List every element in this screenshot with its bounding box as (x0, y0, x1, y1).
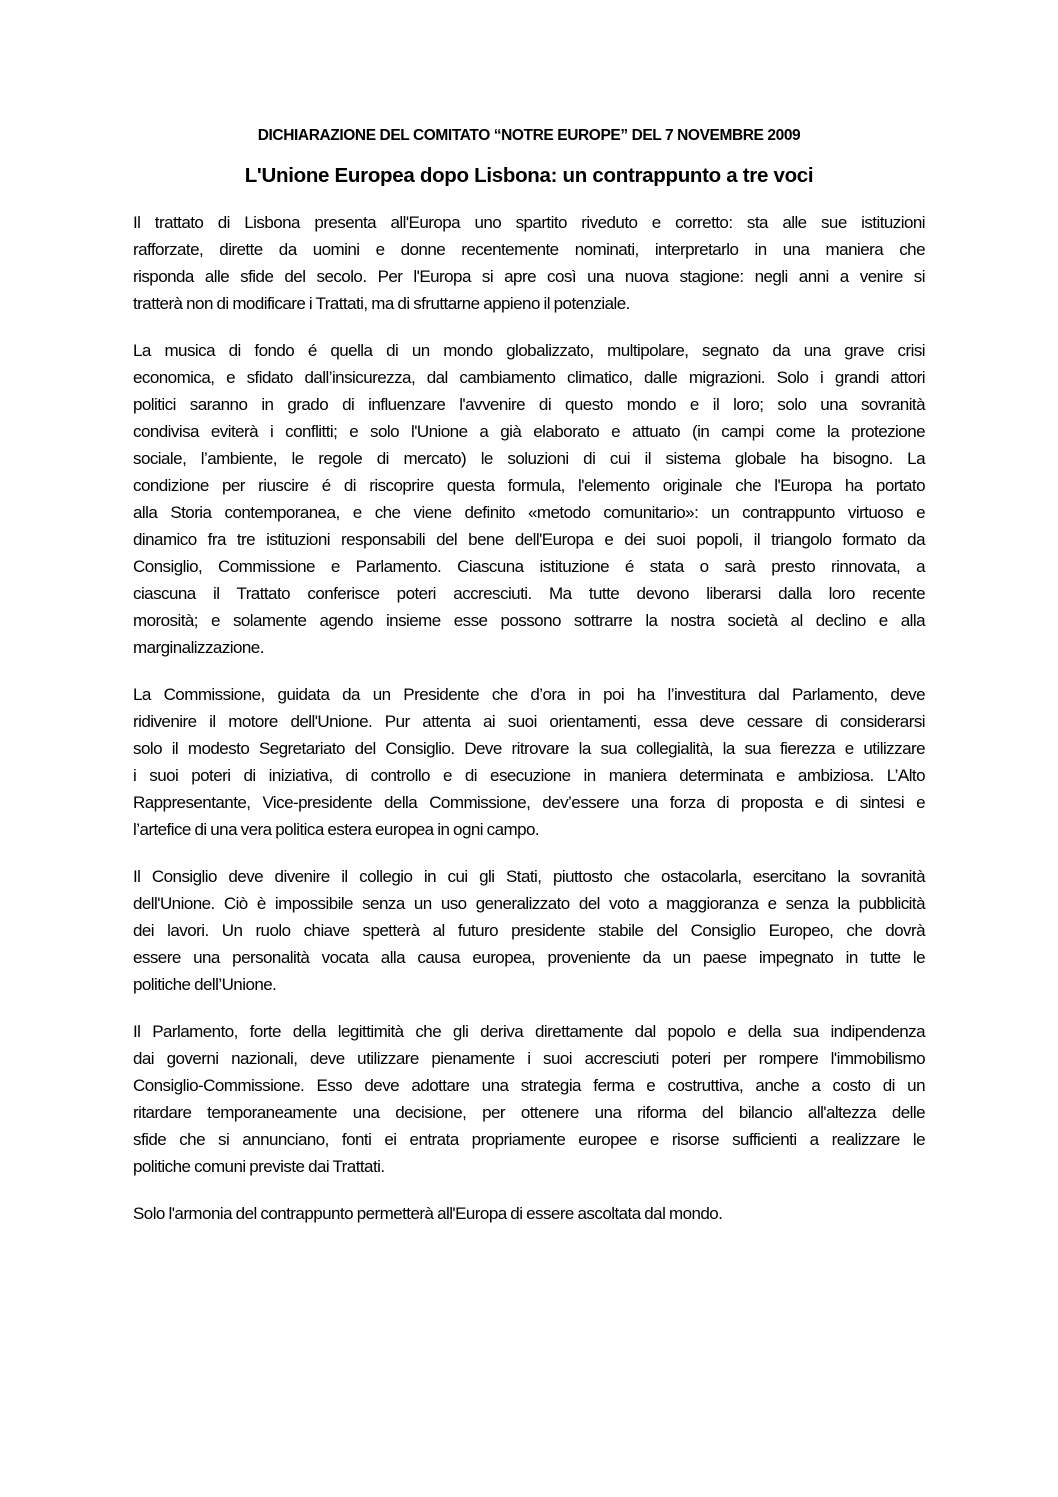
paragraph-context (133, 337, 925, 661)
text-line: condivisa eviterà i conflitti; e solo l'Unione a già elaborato e attuato (in campi come la protezione (133, 422, 925, 441)
text-line: La musica di fondo é quella di un mondo globalizzato, multipolare, segnato da una grave crisi (133, 341, 925, 360)
document-heading: DICHIARAZIONE DEL COMITATO “NOTRE EUROPE” DEL 7 NOVEMBRE 2009 (257, 127, 801, 144)
text-line: Consiglio-Commissione. Esso deve adottare una strategia ferma e costruttiva, anche a costo di un (133, 1076, 925, 1095)
text-line: Consiglio, Commissione e Parlamento. Ciascuna istituzione é stata o sarà presto rinnovata, a (133, 557, 925, 576)
text-line: tratterà non di modificare i Trattati, ma di sfruttarne appieno il potenziale. (133, 294, 630, 313)
text-line: ritardare temporaneamente una decisione, per ottenere una riforma del bilancio all'altezza delle (133, 1103, 925, 1122)
paragraph-consiglio (133, 863, 925, 998)
text-line: Rappresentante, Vice-presidente della Commissione, dev’essere una forza di proposta e di sintesi e (133, 793, 925, 812)
text-line: politici saranno in grado di influenzare l'avvenire di questo mondo e il loro; solo una sovranità (133, 395, 925, 414)
paragraph-commissione (133, 681, 925, 843)
text-line: solo il modesto Segretariato del Consiglio. Deve ritrovare la sua collegialità, la sua fierezza e utilizzare (133, 739, 925, 758)
text-line: Il Parlamento, forte della legittimità che gli deriva direttamente dal popolo e della sua indipendenza (133, 1022, 925, 1041)
text-line: essere una personalità vocata alla causa europea, proveniente da un paese impegnato in tutte le (133, 948, 925, 967)
text-line: i suoi poteri di iniziativa, di controllo e di esecuzione in maniera determinata e ambiziosa. L’Alto (133, 766, 925, 785)
text-line: l’artefice di una vera politica estera europea in ogni campo. (133, 820, 540, 839)
text-line: ciascuna il Trattato conferisce poteri accresciuti. Ma tutte devono liberarsi dalla loro recente (133, 584, 925, 603)
text-line: risponda alle sfide del secolo. Per l'Europa si apre così una nuova stagione: negli anni a venire si (133, 267, 925, 286)
document-page (133, 126, 925, 1227)
text-line: dell'Unione. Ciò è impossibile senza un uso generalizzato del voto a maggioranza e senza la pubblicità (133, 894, 925, 913)
text-line: politiche comuni previste dai Trattati. (133, 1157, 385, 1176)
text-line: rafforzate, dirette da uomini e donne recentemente nominati, interpretarlo in una maniera che (133, 240, 925, 259)
text-line: dei lavori. Un ruolo chiave spetterà al futuro presidente stabile del Consiglio Europeo, che dovrà (133, 921, 925, 940)
paragraph-parlamento (133, 1018, 925, 1180)
text-line: Il trattato di Lisbona presenta all'Europa uno spartito riveduto e corretto: sta alle sue istituzioni (133, 213, 925, 232)
text-line: condizione per riuscire é di riscoprire questa formula, l'elemento originale che l'Europa ha portato (133, 476, 925, 495)
text-line: dai governi nazionali, deve utilizzare pienamente i suoi accresciuti poteri per rompere l'immobilismo (133, 1049, 925, 1068)
text-line: La Commissione, guidata da un Presidente che d’ora in poi ha l’investitura dal Parlamento, deve (133, 685, 925, 704)
paragraph-closing: Solo l'armonia del contrappunto permetterà all'Europa di essere ascoltata dal mondo. (133, 1204, 723, 1223)
paragraph-intro (133, 209, 925, 317)
text-line: economica, e sfidato dall’insicurezza, dal cambiamento climatico, dalle migrazioni. Solo i grandi attori (133, 368, 925, 387)
text-line: morosità; e solamente agendo insieme esse possono sottrarre la nostra società al declino e alla (133, 611, 925, 630)
text-line: alla Storia contemporanea, e che viene definito «metodo comunitario»: un contrappunto virtuoso e (133, 503, 925, 522)
document-title: L'Unione Europea dopo Lisbona: un contrappunto a tre voci (244, 164, 814, 187)
text-line: sfide che si annunciano, fonti ei entrata propriamente europee e risorse sufficienti a realizzare le (133, 1130, 925, 1149)
text-line: politiche dell’Unione. (133, 975, 277, 994)
text-line: sociale, l’ambiente, le regole di mercato) le soluzioni di cui il sistema globale ha bisogno. La (133, 449, 925, 468)
text-line: ridivenire il motore dell'Unione. Pur attenta ai suoi orientamenti, essa deve cessare di considerarsi (133, 712, 925, 731)
text-line: marginalizzazione. (133, 638, 264, 657)
text-line: dinamico fra tre istituzioni responsabili del bene dell'Europa e dei suoi popoli, il triangolo formato da (133, 530, 925, 549)
text-line: Il Consiglio deve divenire il collegio in cui gli Stati, piuttosto che ostacolarla, esercitano la sovranità (133, 867, 925, 886)
